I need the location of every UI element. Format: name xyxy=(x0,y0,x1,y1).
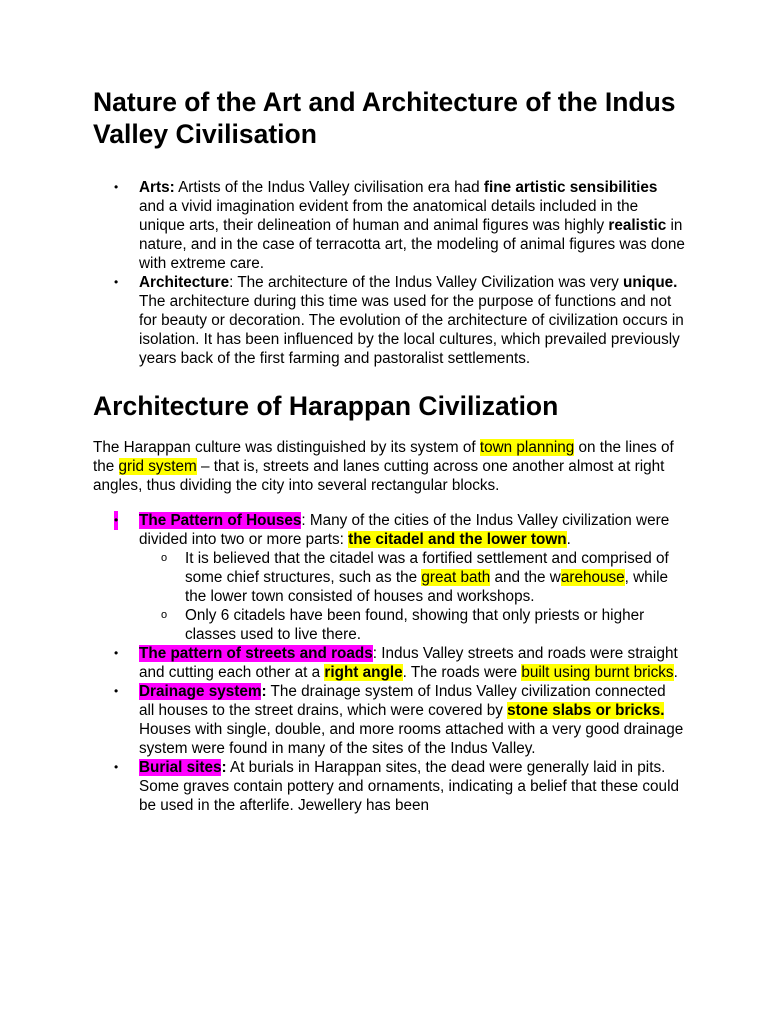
intro-paragraph xyxy=(93,438,685,495)
architecture-text-2: The architecture during this time was used for the purpose of functions and not for beauty or decoration. The evolution of the architecture of civilization occurs in isolation. It has been influenced by the local cultures, which prevailed previously years back of the first farming and pastoralist settlements. xyxy=(139,293,684,367)
circle-bullet-icon: o xyxy=(161,609,168,621)
document-page xyxy=(93,86,685,815)
list-item-streets xyxy=(93,644,685,682)
houses-text-2: . xyxy=(566,531,571,548)
architecture-bold: unique. xyxy=(623,274,678,291)
bullet-icon: • xyxy=(114,275,119,289)
citadel-text-3: , while the lower town consisted of houses and workshops. xyxy=(185,569,668,605)
sublist-item-citadel xyxy=(139,549,685,606)
highlight-right-angle: right angle xyxy=(324,664,403,681)
highlight-great-bath: great bath xyxy=(421,569,491,586)
highlight-citadel-lower-town: the citadel and the lower town xyxy=(348,531,567,548)
heading-harappan-architecture: Architecture of Harappan Civilization xyxy=(93,391,559,421)
houses-sublist xyxy=(139,549,685,644)
drainage-text-2: Houses with single, double, and more rooms attached with a very good drainage system were found in many of the sites of the Indus Valley. xyxy=(139,721,684,757)
highlight-grid-system: grid system xyxy=(118,458,197,475)
arts-label: Arts: xyxy=(139,179,175,196)
bullet-icon: • xyxy=(114,646,119,660)
citadel-text-2: and the w xyxy=(490,569,561,586)
citadels-count-text: Only 6 citadels have been found, showing that only priests or higher classes used to live there. xyxy=(185,607,645,643)
list-item-arts xyxy=(93,178,685,273)
harappan-features-list xyxy=(93,511,685,815)
bullet-icon: • xyxy=(114,180,119,194)
intro-text: The Harappan culture was distinguished by its system of xyxy=(93,439,480,456)
highlight-burnt-bricks: built using burnt bricks xyxy=(521,664,674,681)
bullet-icon: • xyxy=(114,760,119,774)
bullet-icon: • xyxy=(114,684,119,698)
burial-label: Burial sites xyxy=(139,759,222,776)
list-item-drainage xyxy=(93,682,685,758)
streets-text-3: . xyxy=(673,664,678,681)
circle-bullet-icon: o xyxy=(161,552,168,564)
burial-colon: : xyxy=(221,759,227,776)
arts-bold-1: fine artistic sensibilities xyxy=(483,179,658,196)
houses-text: : Many of the cities of the Indus Valley civilization were divided into two or more parts: xyxy=(139,512,670,548)
drainage-label: Drainage system xyxy=(139,683,262,700)
arts-bold-2: realistic xyxy=(608,217,667,234)
houses-label: The Pattern of Houses xyxy=(139,512,302,529)
arts-text-2: and a vivid imagination evident from the anatomical details included in the unique arts, their delineation of human and animal figures was highly xyxy=(139,198,639,234)
drainage-colon: : xyxy=(261,683,267,700)
intro-text-3: – that is, streets and lanes cutting across one another almost at right angles, thus dividing the city into several rectangular blocks. xyxy=(93,458,665,494)
drainage-text: The drainage system of Indus Valley civilization connected all houses to the street drains, which were covered by xyxy=(139,683,666,719)
sublist-item-citadels-count xyxy=(139,606,685,644)
heading-nature-of-art: Nature of the Art and Architecture of the Indus Valley Civilisation xyxy=(93,87,676,149)
highlight-stone-slabs: stone slabs or bricks. xyxy=(507,702,665,719)
highlight-warehouse: arehouse xyxy=(560,569,625,586)
citadel-text: It is believed that the citadel was a fortified settlement and comprised of some chief structures, such as the xyxy=(185,550,669,586)
list-item-burial xyxy=(93,758,685,815)
art-architecture-list xyxy=(93,178,685,368)
arts-text: Artists of the Indus Valley civilisation era had xyxy=(174,179,484,196)
streets-text-2: . The roads were xyxy=(402,664,522,681)
streets-label: The pattern of streets and roads xyxy=(139,645,373,662)
burial-text: At burials in Harappan sites, the dead were generally laid in pits. Some graves contain pottery and ornaments, indicating a belief that these could be used in the afterlife. Jewellery has been xyxy=(139,759,679,814)
list-item-architecture xyxy=(93,273,685,368)
streets-text: : Indus Valley streets and roads were straight and cutting each other at a xyxy=(139,645,678,681)
architecture-label: Architecture xyxy=(139,274,230,291)
bullet-icon: • xyxy=(114,511,118,530)
list-item-houses xyxy=(93,511,685,644)
arts-text-3: in nature, and in the case of terracotta art, the modeling of animal figures was done with extreme care. xyxy=(139,217,685,272)
intro-text-2: on the lines of the xyxy=(93,439,674,475)
highlight-town-planning: town planning xyxy=(479,439,575,456)
architecture-text: : The architecture of the Indus Valley Civilization was very xyxy=(229,274,624,291)
